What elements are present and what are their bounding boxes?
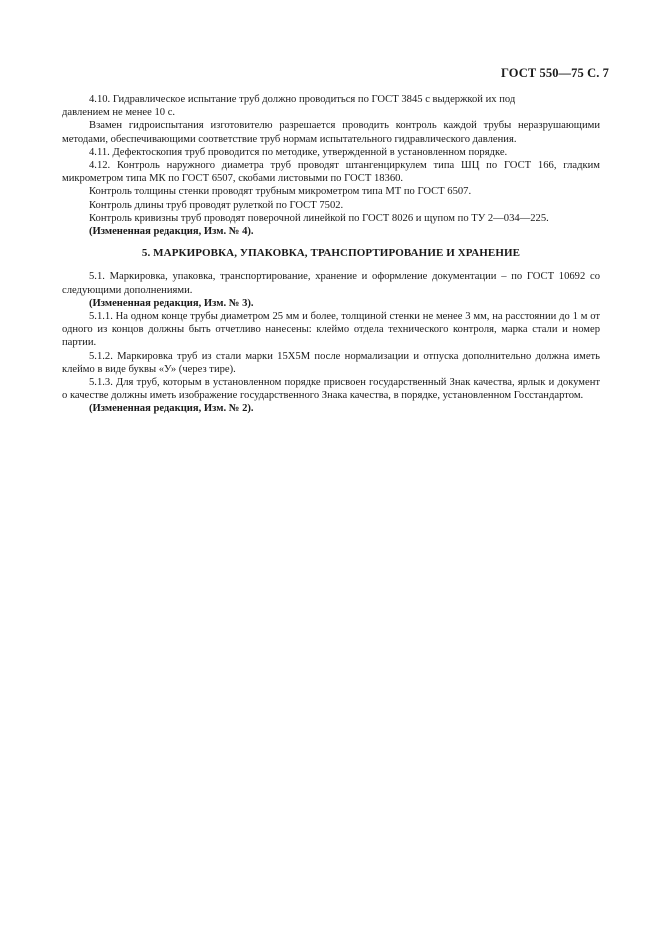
paragraph-curvature: Контроль кривизны труб проводят поверочной линейкой по ГОСТ 8026 и щупом по ТУ 2—034—225.	[89, 212, 549, 224]
paragraph-5-1-2: 5.1.2. Маркировка труб из стали марки 15Х5М после нормализации и отпуска дополнительно должна иметь клеймо в виде буквы «У» (через тире).	[62, 350, 600, 375]
paragraph-length: Контроль длины труб проводят рулеткой по ГОСТ 7502.	[89, 199, 344, 211]
section-5-heading: 5. МАРКИРОВКА, УПАКОВКА, ТРАНСПОРТИРОВАНИЕ И ХРАНЕНИЕ	[141, 247, 521, 260]
paragraph-4-12: 4.12. Контроль наружного диаметра труб проводят штангенциркулем типа ШЦ по ГОСТ 166, гладким микрометром типа МК по ГОСТ 6507, скобами листовыми по ГОСТ 18360.	[62, 160, 600, 185]
document-body	[62, 93, 600, 416]
revision-note-4: (Измененная редакция, Изм. № 4).	[89, 226, 254, 238]
page-header: ГОСТ 550—75 С. 7	[500, 66, 609, 80]
paragraph-5-1-3: 5.1.3. Для труб, которым в установленном порядке присвоен государственный Знак качества, ярлык и документ о качестве должны иметь изображение государственного Знака качества, в порядке, установленном Госстандартом.	[62, 377, 600, 402]
revision-note-3: (Измененная редакция, Изм. № 3).	[89, 297, 254, 309]
paragraph-4-10-alternative: Взамен гидроиспытания изготовителю разрешается проводить контроль каждой трубы неразрушающими методами, обеспечивающими соответствие труб нормам испытательного гидравлического давления.	[62, 120, 600, 145]
paragraph-wall-thickness: Контроль толщины стенки проводят трубным микрометром типа МТ по ГОСТ 6507.	[89, 186, 472, 198]
paragraph-5-1-1: 5.1.1. На одном конце трубы диаметром 25 мм и более, толщиной стенки не менее 3 мм, на расстоянии до 1 м от одного из концов должны быть отчетливо нанесены: клеймо отдела технического контроля, марка стали и номер партии.	[62, 311, 600, 349]
paragraph-4-10-line-2: давлением не менее 10 с.	[62, 107, 176, 119]
paragraph-4-10-line-1: 4.10. Гидравлическое испытание труб должно проводиться по ГОСТ 3845 с выдержкой их под	[89, 94, 516, 105]
paragraph-4-11: 4.11. Дефектоскопия труб проводится по методике, утвержденной в установленном порядке.	[89, 146, 508, 158]
revision-note-2: (Измененная редакция, Изм. № 2).	[89, 403, 254, 415]
paragraph-5-1: 5.1. Маркировка, упаковка, транспортирование, хранение и оформление документации – по ГОСТ 10692 со следующими дополнениями.	[62, 271, 600, 296]
